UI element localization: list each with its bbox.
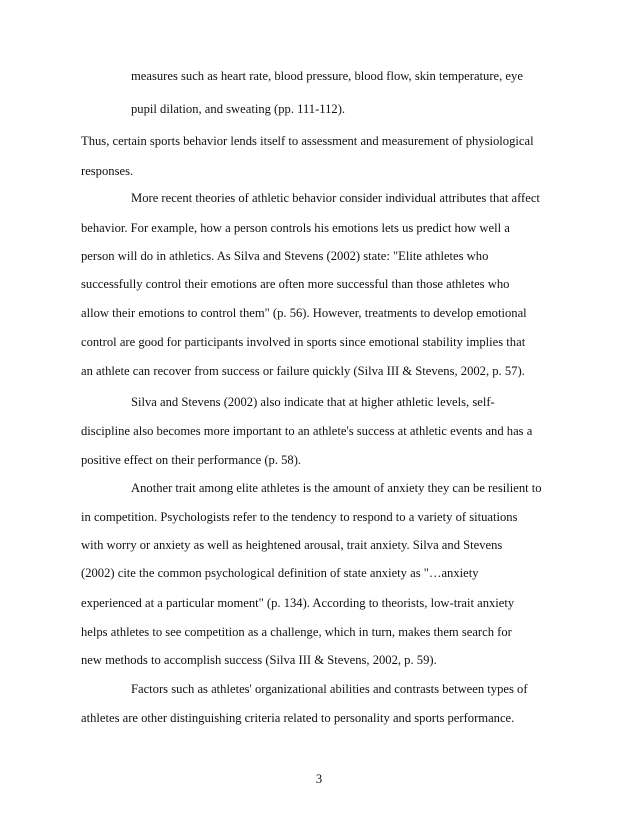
paragraph-line: allow their emotions to control them" (p. 56). However, treatments to develop emotional	[81, 306, 527, 320]
paragraph-line: person will do in athletics. As Silva and Stevens (2002) state: "Elite athletes who	[81, 249, 489, 263]
block-quote-line: measures such as heart rate, blood pressure, blood flow, skin temperature, eye	[131, 69, 523, 83]
paragraph-line: with worry or anxiety as well as heightened arousal, trait anxiety. Silva and Stevens	[81, 538, 503, 552]
paragraph-line: new methods to accomplish success (Silva III & Stevens, 2002, p. 59).	[81, 653, 437, 667]
paragraph-first-line: More recent theories of athletic behavior consider individual attributes that affect	[131, 191, 540, 205]
paragraph-line: control are good for participants involved in sports since emotional stability implies that	[81, 335, 526, 349]
paragraph-line: positive effect on their performance (p. 58).	[81, 453, 302, 467]
paragraph-line: athletes are other distinguishing criteria related to personality and sports performance.	[81, 711, 515, 725]
block-quote-line: pupil dilation, and sweating (pp. 111-112).	[131, 102, 346, 116]
paragraph-line: Thus, certain sports behavior lends itself to assessment and measurement of physiological	[81, 134, 534, 148]
paragraph-line: responses.	[81, 164, 134, 178]
paragraph-line: successfully control their emotions are often more successful than those athletes who	[81, 277, 510, 291]
page-number: 3	[315, 772, 323, 786]
paragraph-line: (2002) cite the common psychological definition of state anxiety as "…anxiety	[81, 566, 479, 580]
paragraph-line: experienced at a particular moment" (p. 134). According to theorists, low-trait anxiety	[81, 596, 515, 610]
paragraph-first-line: Silva and Stevens (2002) also indicate that at higher athletic levels, self-	[131, 395, 495, 409]
paragraph-line: an athlete can recover from success or failure quickly (Silva III & Stevens, 2002, p. 57).	[81, 364, 525, 378]
paragraph-first-line: Factors such as athletes' organizational abilities and contrasts between types of	[131, 682, 528, 696]
paragraph-first-line: Another trait among elite athletes is the amount of anxiety they can be resilient to	[131, 481, 542, 495]
paragraph-line: behavior. For example, how a person controls his emotions lets us predict how well a	[81, 221, 510, 235]
paragraph-line: in competition. Psychologists refer to the tendency to respond to a variety of situations	[81, 510, 518, 524]
paragraph-line: discipline also becomes more important to an athlete's success at athletic events and has a	[81, 424, 533, 438]
paragraph-line: helps athletes to see competition as a challenge, which in turn, makes them search for	[81, 625, 512, 639]
